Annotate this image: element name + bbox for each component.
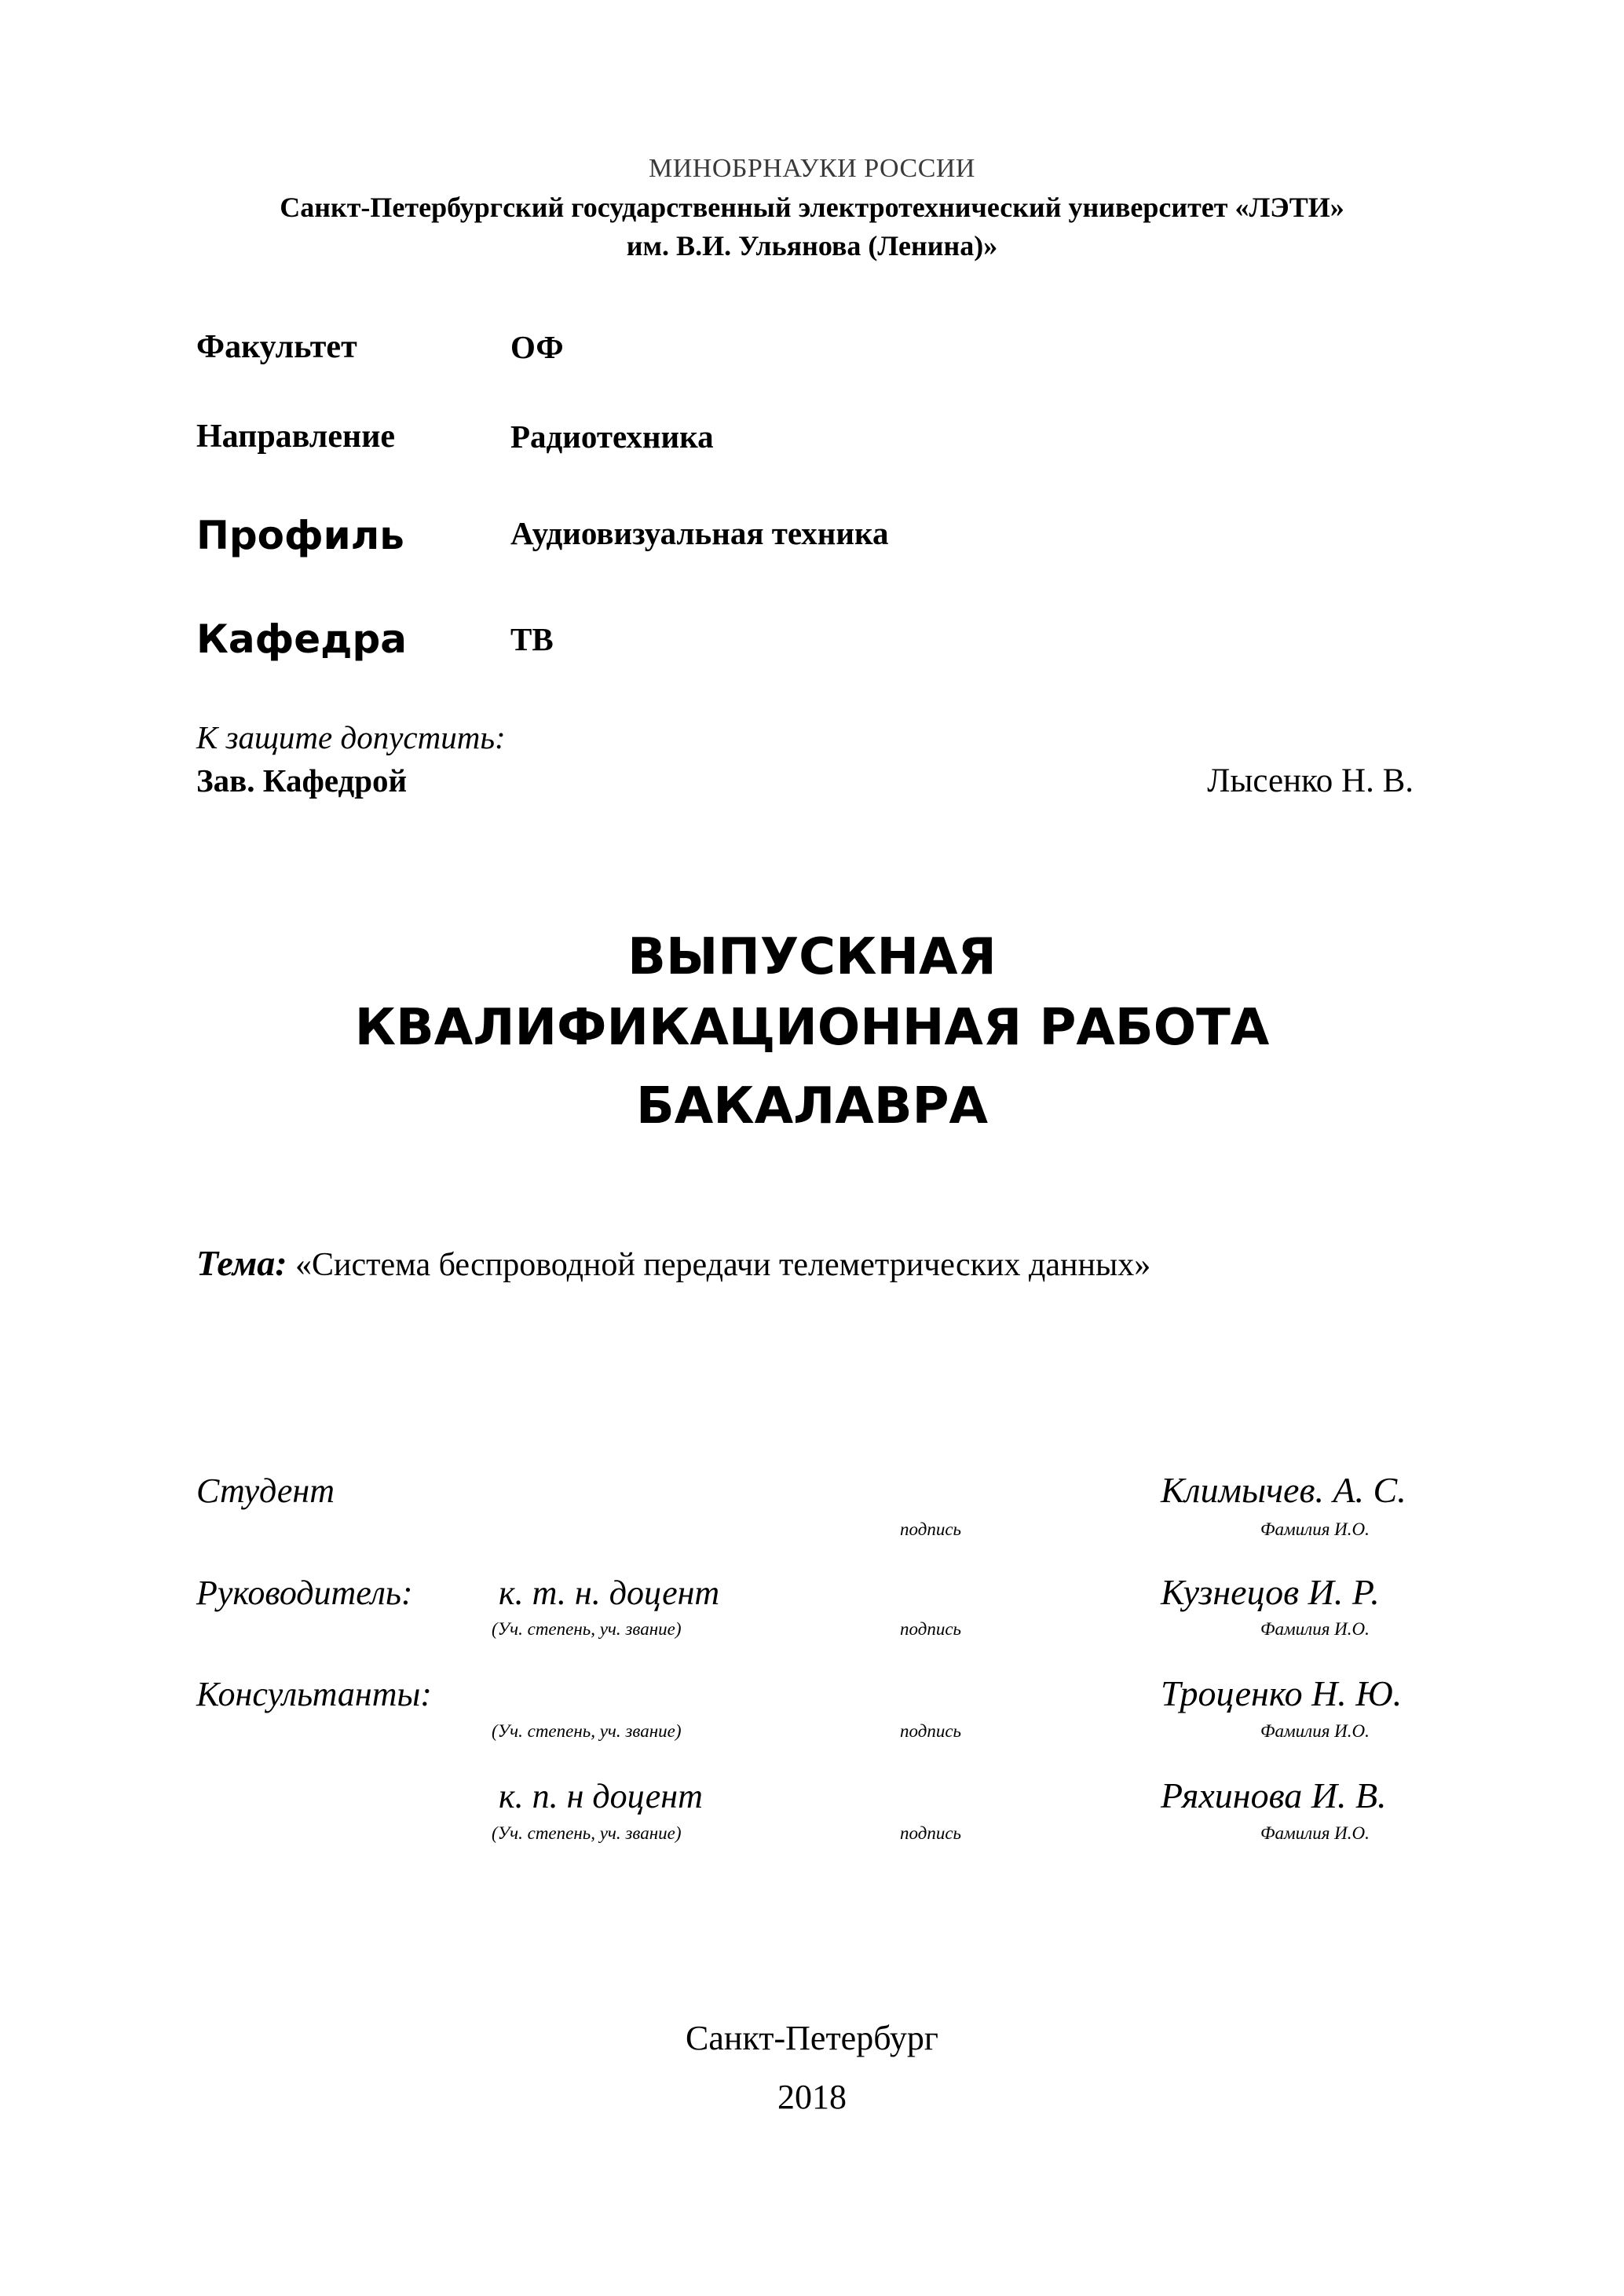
- head-of-department-name: Лысенко Н. В.: [1207, 762, 1414, 799]
- consultant2-name: Ряхинова И. В.: [1161, 1775, 1387, 1815]
- name-caption: Фамилия И.О.: [1260, 1823, 1370, 1843]
- department-label: Кафедра: [196, 616, 408, 662]
- degree-caption: (Уч. степень, уч. звание): [492, 1619, 682, 1639]
- profile-label: Профиль: [196, 513, 404, 558]
- degree-caption: (Уч. степень, уч. звание): [492, 1823, 682, 1843]
- direction-value: Радиотехника: [510, 419, 714, 455]
- degree-caption: (Уч. степень, уч. звание): [492, 1721, 682, 1741]
- topic-line: [196, 1242, 1150, 1284]
- faculty-label: Факультет: [196, 329, 357, 365]
- document-title-line1: ВЫПУСКНАЯ: [627, 928, 997, 986]
- name-caption: Фамилия И.О.: [1260, 1619, 1370, 1639]
- faculty-value: ОФ: [510, 329, 564, 365]
- signature-caption: подпись: [900, 1619, 962, 1639]
- university-name-line2: им. В.И. Ульянова (Ленина)»: [626, 230, 998, 261]
- supervisor-label: Руководитель:: [196, 1574, 413, 1612]
- name-caption: Фамилия И.О.: [1260, 1519, 1370, 1539]
- department-value: ТВ: [510, 621, 554, 657]
- ministry-header: МИНОБРНАУКИ РОССИИ: [648, 154, 975, 183]
- city: Санкт-Петербург: [686, 2019, 938, 2057]
- year: 2018: [777, 2078, 847, 2116]
- signature-caption: подпись: [900, 1823, 962, 1843]
- head-of-department-label: Зав. Кафедрой: [196, 762, 408, 799]
- signature-caption: подпись: [900, 1519, 962, 1539]
- consultant1-name: Троценко Н. Ю.: [1161, 1673, 1403, 1713]
- topic-text: «Система беспроводной передачи телеметрических данных»: [295, 1247, 1151, 1283]
- direction-label: Направление: [196, 419, 396, 455]
- admission-text: К защите допустить:: [196, 719, 506, 755]
- signature-caption: подпись: [900, 1721, 962, 1741]
- document-title-line2: КВАЛИФИКАЦИОННАЯ РАБОТА: [354, 999, 1270, 1057]
- topic-label: Тема:: [196, 1243, 287, 1283]
- consultant2-degree: к. п. н доцент: [499, 1777, 703, 1815]
- supervisor-name: Кузнецов И. Р.: [1161, 1572, 1380, 1612]
- document-title-line3: БАКАЛАВРА: [635, 1077, 989, 1135]
- university-name: Санкт-Петербургский государственный электротехнический университет «ЛЭТИ»: [280, 192, 1344, 223]
- student-label: Студент: [196, 1472, 335, 1510]
- profile-value: Аудиовизуальная техника: [510, 515, 889, 551]
- supervisor-degree: к. т. н. доцент: [499, 1574, 720, 1612]
- consultants-label: Консультанты:: [196, 1675, 432, 1713]
- name-caption: Фамилия И.О.: [1260, 1721, 1370, 1741]
- student-name: Климычев. А. С.: [1161, 1470, 1406, 1510]
